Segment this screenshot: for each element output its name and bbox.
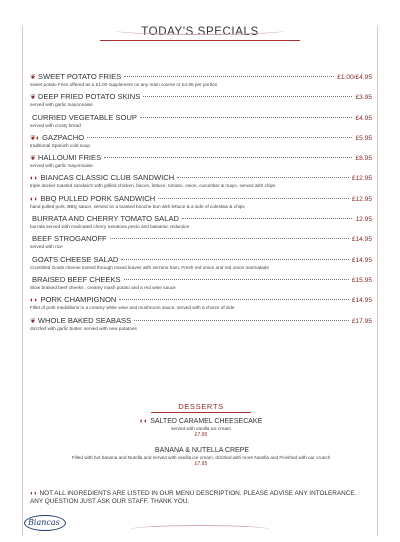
- menu-item: [30, 295, 372, 311]
- dessert-price: £7.95: [194, 461, 208, 467]
- menu-item: [30, 133, 372, 149]
- item-name: SWEET POTATO FRIES: [37, 72, 122, 81]
- leader-dots: [177, 177, 349, 178]
- brand-logo: Biancas: [28, 518, 60, 527]
- diet-icon: ❦◐: [30, 134, 41, 142]
- diet-icon: ❦: [30, 155, 36, 163]
- item-name: BEEF STROGANOFF: [32, 234, 107, 244]
- menu-item: [30, 173, 372, 189]
- item-description: drizzled with garlic butter. served with new potatoes: [30, 325, 137, 331]
- item-description: served with garlic mayonnaise: [30, 163, 93, 169]
- dessert-item: [30, 417, 372, 439]
- desserts-section: [30, 402, 372, 468]
- item-name: GAZPACHO: [42, 132, 85, 142]
- menu-item: [30, 316, 372, 332]
- item-price: £1.00/£4.95: [337, 74, 372, 81]
- dessert-name: SALTED CARAMEL CHEESECAKE: [150, 418, 263, 425]
- page-title: TODAY'S SPECIALS: [141, 26, 259, 38]
- dessert-name: BANANA & NUTELLA CREPE: [154, 447, 250, 454]
- diet-icon: ❦: [30, 94, 36, 102]
- item-name: BBQ PULLED PORK SANDWICH: [40, 193, 156, 203]
- menu-item: [30, 153, 372, 169]
- leader-dots: [134, 320, 349, 321]
- leader-dots: [87, 137, 352, 138]
- leader-dots: [143, 96, 352, 97]
- diet-icon: ◐◐: [30, 195, 39, 203]
- leader-dots: [158, 198, 349, 199]
- menu-item: [30, 234, 372, 250]
- item-price: £17.95: [351, 317, 372, 325]
- allergy-note: [30, 490, 360, 506]
- item-price: £14.95: [351, 236, 372, 244]
- item-description: served with rice: [30, 244, 63, 250]
- dessert-price: £7.95: [194, 432, 208, 438]
- diet-icon: ◐◐: [30, 297, 39, 305]
- leader-dots: [110, 238, 349, 239]
- diet-icon: ◐◐: [139, 418, 149, 425]
- item-price: £12.95: [351, 175, 372, 183]
- dessert-item: [30, 446, 372, 468]
- item-name: BIANCAS CLASSIC CLUB SANDWICH: [40, 173, 175, 183]
- item-name: HALLOUMI FRIES: [37, 153, 102, 163]
- item-description: burrata served with marinated cherry tomatoes pesto and balsamic reduction: [30, 224, 190, 230]
- menu-item: [30, 255, 372, 271]
- menu-item: [30, 214, 372, 230]
- item-description: Crumbled Goats cheese tossed through mixed leaves with serrano ham. Fresh red onion and red onion marmalade: [30, 264, 269, 270]
- leader-dots: [119, 299, 348, 300]
- item-description: Slow braised beef cheeks , creamy mash potato and a red wine sauce: [30, 284, 176, 290]
- leader-dots: [140, 117, 353, 118]
- item-price: 12.95: [355, 216, 372, 224]
- item-name: BRAISED BEEF CHEEKS: [32, 274, 121, 284]
- item-price: £8.95: [355, 155, 372, 163]
- item-description: traditional Spanish cold soup: [30, 142, 90, 148]
- item-name: PORK CHAMPIGNON: [40, 295, 117, 305]
- item-price: £15.95: [351, 276, 372, 284]
- menu-item: [30, 92, 372, 108]
- dessert-description: served with vanilla ice cream: [171, 426, 231, 431]
- item-name: DEEP FRIED POTATO SKINS: [37, 92, 141, 102]
- item-price: £5.95: [355, 134, 372, 142]
- desserts-title: DESSERTS: [178, 402, 224, 411]
- specials-list: [30, 72, 372, 336]
- item-name: GOATS CHEESE SALAD: [32, 254, 119, 264]
- leader-dots: [182, 218, 352, 219]
- item-price: £4.95: [355, 114, 372, 122]
- item-name: CURRIED VEGETABLE SOUP: [32, 112, 137, 122]
- allergy-note-text: NOT ALL INGREDIENTS ARE LISTED IN OUR MENU DESCRIPTION. PLEASE ADVISE ANY INTOLERANCE. ANY QUESTION JUST ASK OUR STAFF. THANK YOU.: [30, 490, 357, 505]
- menu-item: [30, 72, 372, 88]
- item-description: triple decker toasted sandwich with grilled chicken, bacon, lettuce, tomato, onion, cucumber & mayo. served with chips: [30, 183, 276, 189]
- item-price: £14.95: [351, 297, 372, 305]
- dessert-description: Filled with hot banana and Nutella and served with vanilla ice cream, drizzled with more Nutella and Finished with our crunch: [71, 455, 331, 460]
- item-name: WHOLE BAKED SEABASS: [37, 315, 132, 325]
- item-price: £3.95: [355, 94, 372, 102]
- item-name: BURRATA AND CHERRY TOMATO SALAD: [32, 214, 179, 224]
- bottom-ornament: [130, 525, 270, 534]
- leader-dots: [124, 279, 349, 280]
- item-description: hand pulled pork, BBQ sauce, served on a toasted brioche bun with lettuce & a side of coleslaw & chips: [30, 203, 245, 209]
- desserts-divider: [151, 412, 251, 413]
- diet-icon: ◐◐: [30, 490, 38, 497]
- item-description: served with garlic mayonnaise: [30, 102, 93, 108]
- item-description: served with crusty bread: [30, 122, 81, 128]
- diet-icon: ❦: [30, 74, 36, 81]
- menu-page: [10, 26, 390, 536]
- item-description: sweet potato Fries offered as a £1.00 supplement on any main course or £4.95 per portion: [30, 82, 218, 87]
- diet-icon: ❦: [30, 317, 36, 325]
- menu-item: [30, 194, 372, 210]
- leader-dots: [121, 259, 348, 260]
- item-description: Fillet of pork medallions in a creamy white wine and mushroom sauce. served with a choice of side: [30, 305, 235, 311]
- menu-item: [30, 275, 372, 291]
- top-ornament: [115, 26, 285, 35]
- item-price: £14.95: [351, 256, 372, 264]
- leader-dots: [104, 157, 352, 158]
- menu-item: [30, 113, 372, 129]
- diet-icon: ◐◐: [30, 175, 39, 183]
- leader-dots: [124, 76, 334, 77]
- item-price: £12.95: [351, 195, 372, 203]
